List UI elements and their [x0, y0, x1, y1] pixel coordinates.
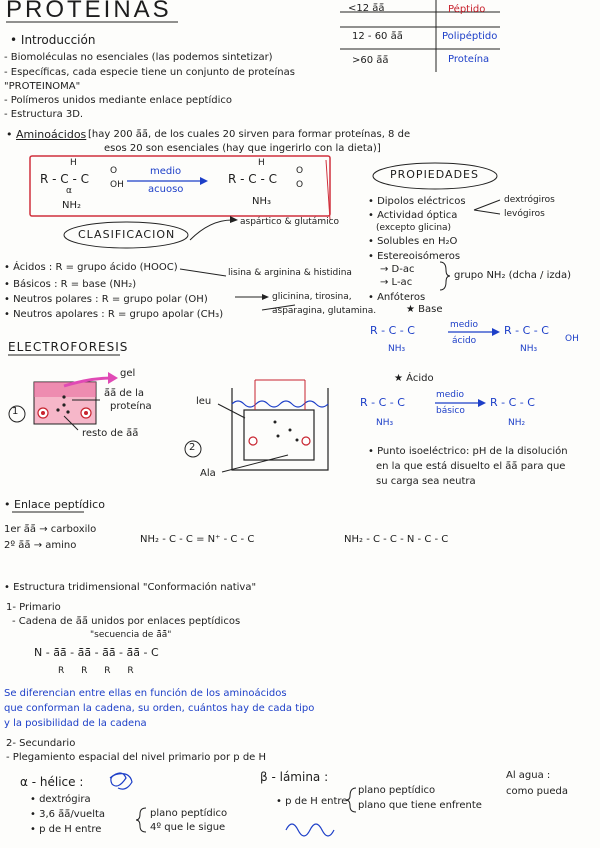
acid-reaction-bottom: básico [436, 406, 465, 416]
intro-bullet: - Polímeros unidos mediante enlace peptídico [4, 95, 232, 106]
intro-bullet: - Biomoléculas no esenciales (las podemos sintetizar) [4, 52, 273, 63]
base-label: ★ Base [406, 304, 443, 315]
stereo-note: grupo NH₂ (dcha / izda) [454, 270, 571, 281]
primary-chain: N - ā̄ā̄ - ā̄ā̄ - ā̄ā̄ - ā̄ā̄ - C [34, 646, 159, 659]
blue-note: y la posibilidad de la cadena [4, 718, 147, 729]
enlace-formula: NH₂ - C - C = N⁺ - C - C [140, 534, 255, 545]
intro-bullet: - Estructura 3D. [4, 109, 84, 120]
nh3-label: NH₃ [520, 344, 538, 354]
clasificacion-item: • Neutros polares : R = grupo polar (OH) [4, 294, 208, 305]
propiedades-item: • Anfóteros [368, 292, 426, 303]
h-label: H [70, 158, 77, 168]
acid-reaction-top: medio [436, 390, 465, 400]
polar-note: asparagina, glutamina. [272, 306, 377, 316]
acid-label: ★ Ácido [394, 373, 434, 384]
acid-formula-left: R - C - C [360, 396, 405, 409]
acid-note: aspártico & glutámico [240, 217, 340, 227]
clasificacion-heading: CLASIFICACION [78, 228, 176, 241]
blue-note: que conforman la cadena, su orden, cuántos hay de cada tipo [4, 703, 315, 714]
secundario-heading: 2- Secundario [6, 738, 76, 749]
polar-note: glicinina, tirosina, [272, 292, 352, 302]
beta-brace: plano que tiene enfrente [358, 800, 482, 811]
ala-label: Ala [200, 468, 216, 479]
base-formula-left: R - C - C [370, 324, 415, 337]
clasificacion-item: • Básicos : R = base (NH₂) [4, 279, 137, 290]
water-note: Al agua : [506, 770, 551, 781]
clasificacion-item: • Neutros apolares : R = grupo apolar (CH₃) [4, 309, 224, 320]
table-row-name: Proteína [448, 54, 490, 65]
base-reaction-bottom: ácido [452, 336, 477, 346]
base-reaction-top: medio [450, 320, 479, 330]
isoelectric-text: en la que está disuelto el ā̄ā̄ para que [376, 461, 566, 472]
base-formula-right: R - C - C [504, 324, 549, 337]
optical-note: levógiros [504, 209, 545, 219]
h-label: H [258, 158, 265, 168]
primary-chain-r: R R R R [58, 666, 134, 676]
aminoacidos-heading: • Aminoácidos [6, 128, 87, 141]
oh-label: OH [565, 334, 579, 344]
propiedades-item: • Dipolos eléctricos [368, 196, 466, 207]
nh3-label: NH₃ [376, 418, 394, 428]
alpha-brace: plano peptídico [150, 808, 228, 819]
primario-text: - Cadena de ā̄ā̄ unidos por enlaces peptídicos [12, 616, 241, 627]
beta-item: • p de H entre [276, 796, 348, 807]
reaction-label-top: medio [150, 166, 182, 177]
nh3-label: NH₃ [252, 196, 272, 207]
alpha-helix-heading: α - hélice : [20, 775, 84, 789]
isoelectric-text: • Punto isoeléctrico: pH de la disolución [368, 446, 568, 457]
electroforesis-heading: ELECTROFORESIS [8, 340, 129, 354]
aa-formula-left: R - C - C [40, 172, 90, 186]
o-label: O [110, 166, 118, 176]
propiedades-item: → L-ac [380, 277, 413, 288]
alpha-item: • dextrógira [30, 794, 91, 805]
table-row-range: <12 ā̄ā̄ [348, 3, 385, 14]
propiedades-heading: PROPIEDADES [390, 168, 479, 181]
enlace-formula: NH₂ - C - C - N - C - C [344, 534, 449, 545]
rest-label: resto de ā̄ā̄ [82, 428, 139, 439]
step-number: 1 [12, 406, 19, 417]
aminoacidos-text: [hay 200 ā̄ā̄, de los cuales 20 sirven para formar proteínas, 8 de [88, 129, 411, 140]
primario-heading: 1- Primario [6, 602, 61, 613]
propiedades-item: (excepto glicina) [376, 223, 452, 233]
nh2-label: NH₂ [508, 418, 526, 428]
nh3-label: NH₃ [388, 344, 406, 354]
table-row-range: >60 ā̄ā̄ [352, 55, 389, 66]
page-title: PROTEINAS [6, 0, 172, 23]
alpha-item: • p de H entre [30, 824, 102, 835]
beta-sheet-heading: β - lámina : [260, 770, 329, 784]
sample-label: ā̄ā̄ de la [104, 388, 145, 399]
propiedades-item: • Solubles en H₂O [368, 236, 458, 247]
intro-bullet: - Específicas, cada especie tiene un conjunto de proteínas "PROTEINOMA" [4, 67, 295, 92]
sample-label: proteína [110, 401, 152, 412]
clasificacion-item: • Ácidos : R = grupo ácido (HOOC) [4, 262, 178, 273]
o-label: O [296, 166, 304, 176]
beta-brace: plano peptídico [358, 785, 436, 796]
secundario-text: - Plegamiento espacial del nivel primario por p de H [6, 752, 267, 763]
table-row-range: 12 - 60 ā̄ā̄ [352, 31, 403, 42]
blue-note: Se diferencian entre ellas en función de los aminoácidos [4, 688, 287, 699]
basic-note: lisina & arginina & histidina [228, 268, 352, 278]
acid-formula-right: R - C - C [490, 396, 535, 409]
nh2-label: NH₂ [62, 200, 82, 211]
table-row-name: Péptido [448, 4, 486, 15]
table-row-name: Polipéptido [442, 31, 498, 42]
enlace-line: 2º ā̄ā̄ → amino [4, 540, 77, 551]
oh-label: OH [110, 180, 124, 190]
propiedades-item: • Actividad óptica [368, 210, 458, 221]
water-note: como pueda [506, 786, 568, 797]
propiedades-item: → D-ac [380, 264, 415, 275]
alpha-brace: 4º que le sigue [150, 822, 226, 833]
aa-formula-right: R - C - C [228, 172, 278, 186]
gel-label: gel [120, 368, 136, 379]
o-label: O [296, 180, 304, 190]
enlace-line: 1er ā̄ā̄ → carboxilo [4, 524, 97, 535]
secuencia-text: "secuencia de ā̄ā̄" [90, 630, 172, 640]
aminoacidos-text: esos 20 son esenciales (hay que ingerirlo con la dieta)] [104, 143, 381, 154]
reaction-label-bottom: acuoso [148, 184, 184, 195]
alpha-item: • 3,6 ā̄ā̄/vuelta [30, 809, 106, 820]
leu-label: leu [196, 396, 212, 407]
isoelectric-text: su carga sea neutra [376, 476, 476, 487]
intro-heading: • Introducción [10, 33, 96, 47]
propiedades-item: • Estereoisómeros [368, 251, 461, 262]
estructura-heading: • Estructura tridimensional "Conformación nativa" [4, 582, 257, 593]
optical-note: dextrógiros [504, 195, 555, 205]
alpha-label: α [66, 186, 72, 196]
step-number: 2 [189, 442, 196, 453]
enlace-heading: • Enlace peptídico [4, 498, 105, 511]
